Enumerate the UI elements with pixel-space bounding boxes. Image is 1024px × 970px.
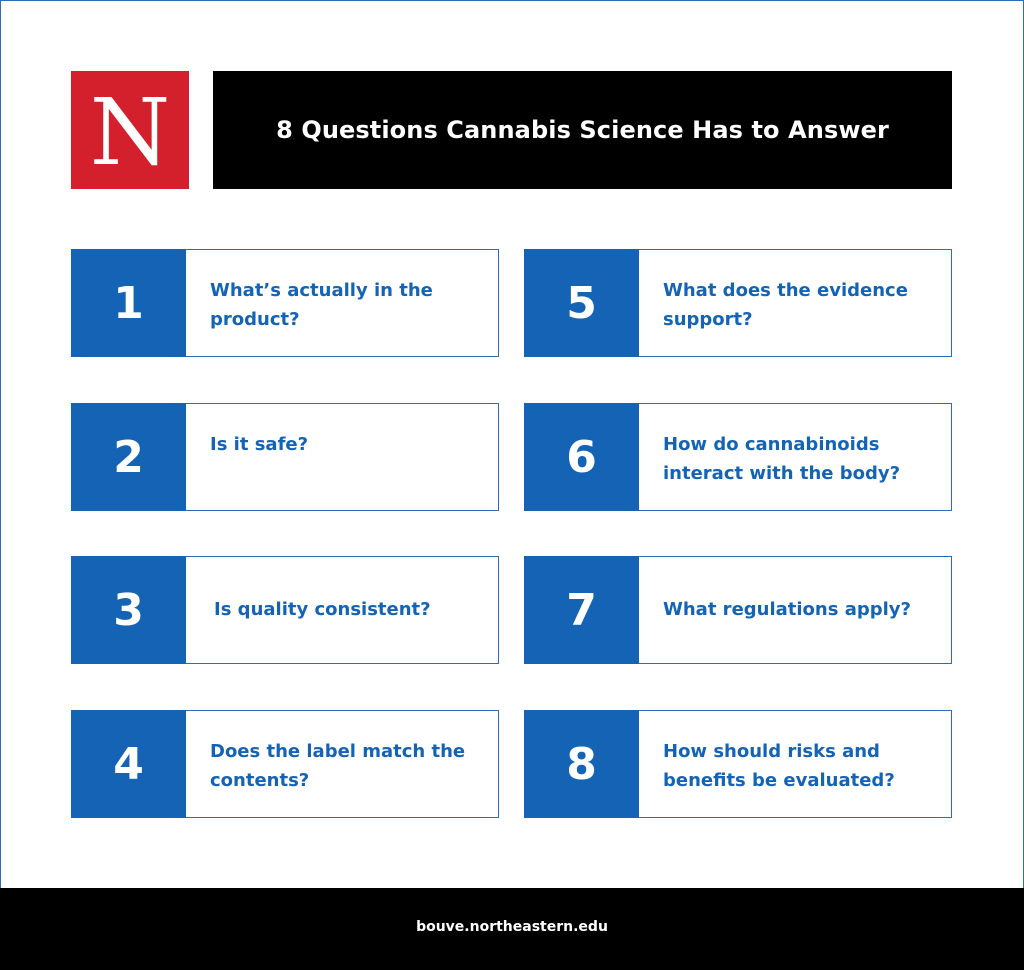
- question-number: 4: [71, 710, 186, 818]
- question-text: How do cannabinoids interact with the body?: [663, 434, 901, 484]
- question-card-5: [524, 249, 952, 357]
- question-text: What’s actually in the product?: [210, 280, 433, 330]
- question-number: 6: [524, 403, 639, 511]
- question-text: Is quality consistent?: [214, 599, 431, 620]
- header-bar: [213, 71, 952, 189]
- question-card-3: [71, 556, 499, 664]
- question-text: Does the label match the contents?: [210, 741, 466, 791]
- question-number: 3: [71, 556, 186, 664]
- question-text: What regulations apply?: [663, 599, 911, 620]
- question-card-4: [71, 710, 499, 818]
- page-title: 8 Questions Cannabis Science Has to Answer: [276, 116, 889, 144]
- question-number: 7: [524, 556, 639, 664]
- question-number: 2: [71, 403, 186, 511]
- question-card-6: [524, 403, 952, 511]
- question-number: 5: [524, 249, 639, 357]
- question-number: 1: [71, 249, 186, 357]
- question-card-8: [524, 710, 952, 818]
- northeastern-logo: [71, 71, 189, 189]
- question-number: 8: [524, 710, 639, 818]
- question-text: What does the evidence support?: [663, 280, 908, 330]
- question-text: How should risks and benefits be evaluated?: [663, 741, 895, 791]
- question-card-1: [71, 249, 499, 357]
- question-card-7: [524, 556, 952, 664]
- footer-url[interactable]: bouve.northeastern.edu: [416, 919, 608, 935]
- logo-letter: N: [89, 79, 171, 186]
- footer-bar: [0, 888, 1024, 970]
- question-text: Is it safe?: [210, 434, 309, 455]
- question-card-2: [71, 403, 499, 511]
